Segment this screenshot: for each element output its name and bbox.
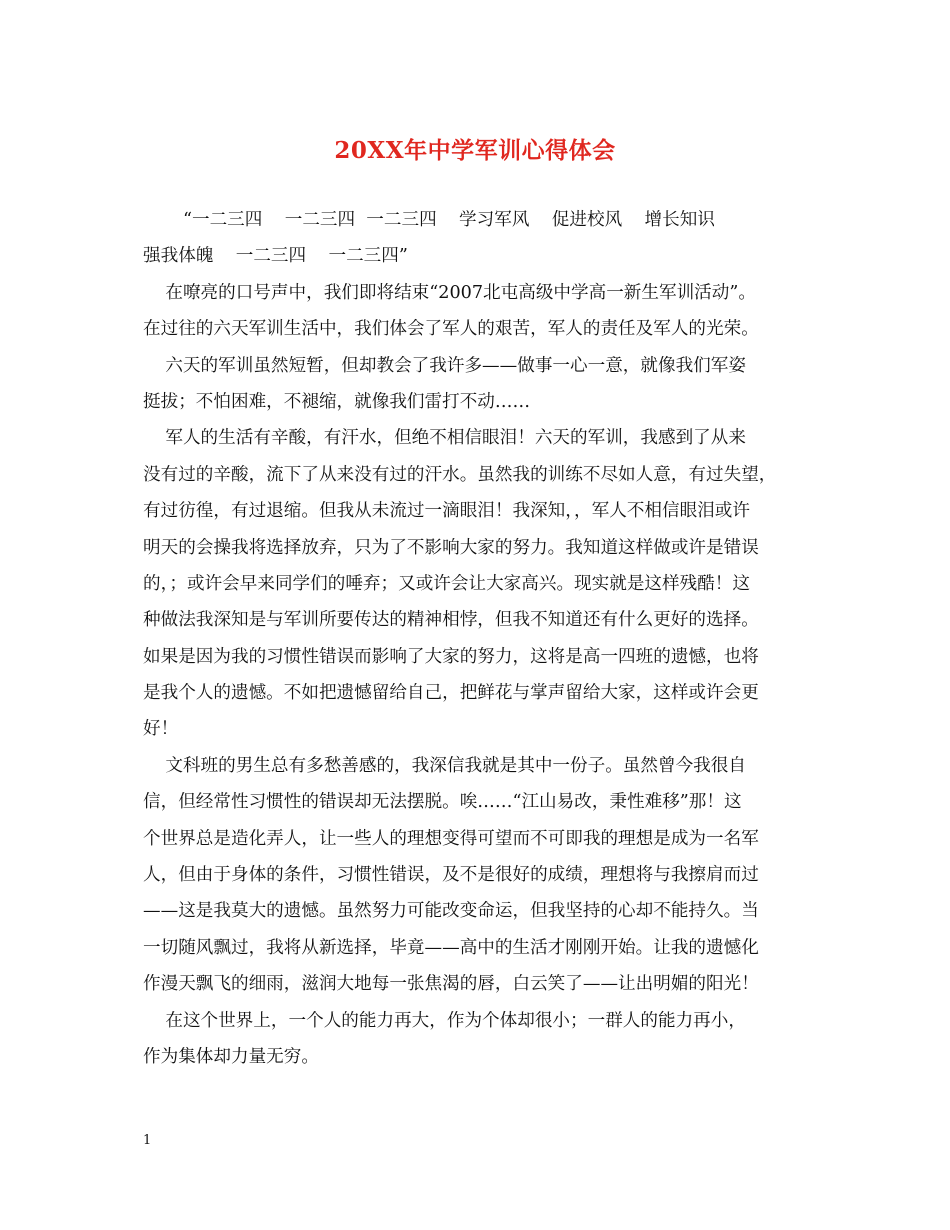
paragraph-line: 在嘹亮的口号声中，我们即将结束“2007北屯高级中学高一新生军训活动”。 xyxy=(143,282,756,303)
paragraph-line: 军人的生活有辛酸，有汗水，但绝不相信眼泪！六天的军训，我感到了从来 xyxy=(143,428,746,449)
paragraph-line: 挺拔；不怕困难，不褪缩，就像我们雷打不动…… xyxy=(143,391,531,412)
paragraph-line: 个世界总是造化弄人，让一些人的理想变得可望而不可即我的理想是成为一名军 xyxy=(143,828,759,849)
paragraph-line: 是我个人的遗憾。不如把遗憾留给自己，把鲜花与掌声留给大家，这样或许会更 xyxy=(143,683,759,704)
paragraph-line: 在过往的六天军训生活中，我们体会了军人的艰苦，军人的责任及军人的光荣。 xyxy=(143,319,759,340)
paragraph-line: 有过彷徨，有过退缩。但我从未流过一滴眼泪！我深知，，军人不相信眼泪或许 xyxy=(143,501,750,522)
paragraph-line: 六天的军训虽然短暂，但却教会了我许多——做事一心一意，就像我们军姿 xyxy=(143,355,746,376)
paragraph-line: 文科班的男生总有多愁善感的，我深信我就是其中一份子。虽然曾今我很自 xyxy=(143,755,746,776)
paragraph-line: ——这是我莫大的遗憾。虽然努力可能改变命运，但我坚持的心却不能持久。当 xyxy=(143,901,759,922)
paragraph-line: 的，；或许会早来同学们的唾弃；又或许会让大家高兴。现实就是这样残酷！这 xyxy=(143,573,750,594)
document-body xyxy=(143,202,811,1075)
document-title: 20XX年中学军训心得体会 xyxy=(334,137,616,164)
paragraph-line: 种做法我深知是与军训所要传达的精神相悖，但我不知道还有什么更好的选择。 xyxy=(143,610,759,631)
paragraph-line: 作为集体却力量无穷。 xyxy=(143,1046,319,1067)
paragraph-line: 没有过的辛酸，流下了从来没有过的汗水。虽然我的训练不尽如人意，有过失望， xyxy=(143,464,777,485)
paragraph-line: 在这个世界上，一个人的能力再大，作为个体却很小；一群人的能力再小， xyxy=(143,1010,746,1031)
slogan-line: 强我体魄 一二三四 一二三四” xyxy=(143,246,408,267)
paragraph-line: 明天的会操我将选择放弃，只为了不影响大家的努力。我知道这样做或许是错误 xyxy=(143,537,759,558)
page-number: 1 xyxy=(143,1133,152,1148)
paragraph-line: 作漫天飘飞的细雨，滋润大地每一张焦渴的唇，白云笑了——让出明媚的阳光！ xyxy=(143,974,759,995)
paragraph-line: 如果是因为我的习惯性错误而影响了大家的努力，这将是高一四班的遗憾，也将 xyxy=(143,646,759,667)
slogan-line: “一二三四 一二三四 一二三四 学习军风 促进校风 增长知识 xyxy=(183,210,715,230)
paragraph-line: 信，但经常性习惯性的错误却无法摆脱。唉……“江山易改，秉性难移”那！这 xyxy=(143,792,742,813)
paragraph-line: 人，但由于身体的条件，习惯性错误，及不是很好的成绩，理想将与我擦肩而过 xyxy=(143,865,759,886)
paragraph-line: 一切随风飘过，我将从新选择，毕竟——高中的生活才刚刚开始。让我的遗憾化 xyxy=(143,937,759,958)
paragraph-line: 好！ xyxy=(143,719,179,740)
